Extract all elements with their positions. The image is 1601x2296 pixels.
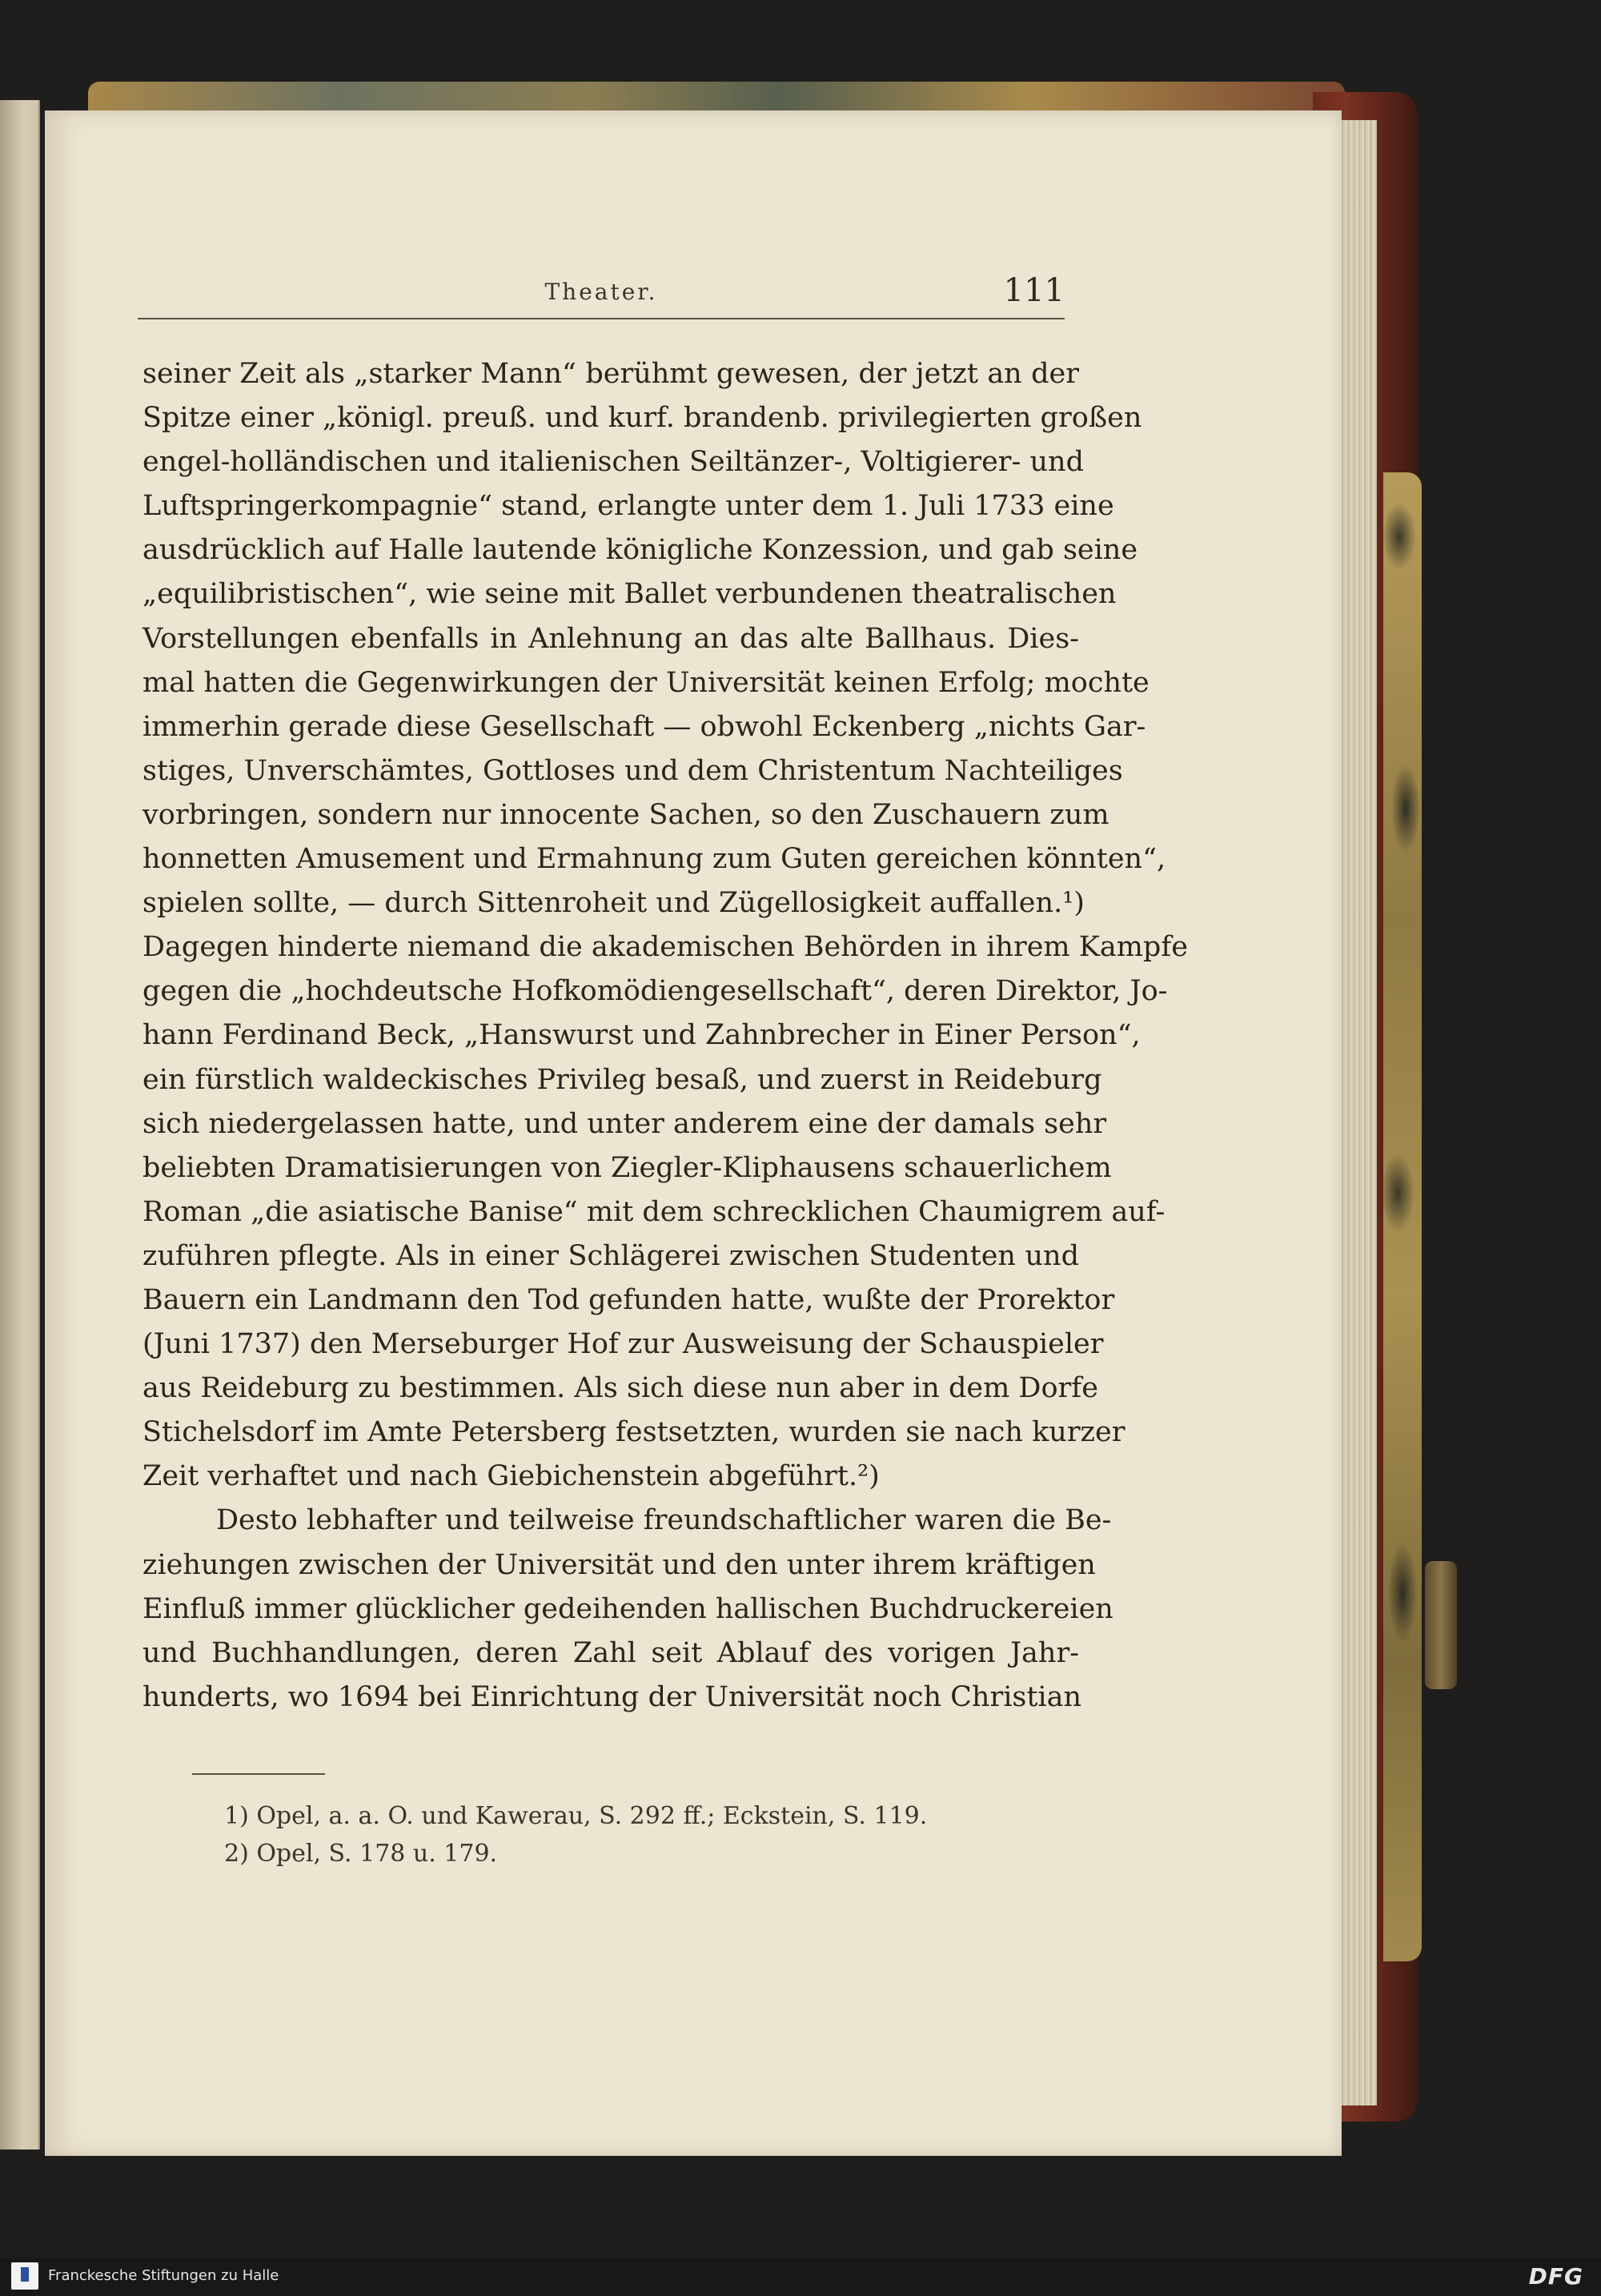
body-text	[142, 352, 1188, 1720]
dfg-logo: DFG	[1528, 2263, 1583, 2290]
footnote: 2) Opel, S. 178 u. 179.	[224, 1840, 498, 1868]
institution-logo-icon	[11, 2262, 38, 2290]
top-edge-marbling	[88, 82, 1345, 110]
text-line: aus Reideburg zu bestimmen. Als sich diese nun aber in dem Dorfe	[142, 1372, 1098, 1405]
text-line: zuführen pflegte. Als in einer Schlägerei zwischen Studenten und	[142, 1239, 1079, 1272]
text-line: vorbringen, sondern nur innocente Sachen, so den Zuschauern zum	[142, 798, 1109, 831]
footnote: 1) Opel, a. a. O. und Kawerau, S. 292 ff.; Eckstein, S. 119.	[224, 1802, 928, 1830]
text-line: honnetten Amusement und Ermahnung zum Guten gereichen könnten“,	[142, 843, 1166, 876]
text-line: sich niedergelassen hatte, und unter anderem eine der damals sehr	[142, 1107, 1107, 1140]
text-line: hann Ferdinand Beck, „Hanswurst und Zahnbrecher in Einer Person“,	[142, 1019, 1141, 1052]
text-line: immerhin gerade diese Gesellschaft — obwohl Eckenberg „nichts Gar-	[142, 710, 1146, 743]
viewer-footer-bar	[0, 2258, 1601, 2296]
running-head	[138, 272, 1065, 320]
text-line: Zeit verhaftet und nach Giebichenstein abgeführt.²)	[142, 1460, 880, 1493]
page-edges	[1338, 120, 1377, 2105]
text-line: engel-holländischen und italienischen Seiltänzer-, Voltigierer- und	[142, 446, 1084, 479]
text-line: mal hatten die Gegenwirkungen der Universität keinen Erfolg; mochte	[142, 666, 1150, 699]
text-line: Desto lebhafter und teilweise freundschaftlicher waren die Be-	[216, 1504, 1112, 1537]
text-line: ziehungen zwischen der Universität und den unter ihrem kräftigen	[142, 1548, 1096, 1581]
text-line: stiges, Unverschämtes, Gottloses und dem Christentum Nachteiliges	[142, 754, 1123, 787]
footnotes	[224, 1797, 1073, 1873]
text-line: Einfluß immer glücklicher gedeihenden hallischen Buchdruckereien	[142, 1592, 1113, 1625]
institution-name: Franckesche Stiftungen zu Halle	[48, 2267, 279, 2284]
text-line: ein fürstlich waldeckisches Privileg besaß, und zuerst in Reideburg	[142, 1063, 1102, 1096]
cover-marbling	[1383, 472, 1422, 1961]
text-line: Bauern ein Landmann den Tod gefunden hatte, wußte der Prorektor	[142, 1283, 1115, 1316]
text-line: Vorstellungen ebenfalls in Anlehnung an das alte Ballhaus. Dies-	[142, 622, 1079, 655]
page-number: 111	[1003, 272, 1065, 309]
text-line: (Juni 1737) den Merseburger Hof zur Ausweisung der Schauspieler	[142, 1328, 1104, 1361]
text-line: und Buchhandlungen, deren Zahl seit Ablauf des vorigen Jahr-	[142, 1636, 1079, 1669]
book-clasp	[1425, 1561, 1457, 1689]
text-line: Roman „die asiatische Banise“ mit dem schrecklichen Chaumigrem auf-	[142, 1195, 1166, 1228]
left-page-edge	[0, 100, 40, 2149]
text-line: seiner Zeit als „starker Mann“ berühmt gewesen, der jetzt an der	[142, 358, 1079, 390]
text-line: „equilibristischen“, wie seine mit Ballet verbundenen theatralischen	[142, 578, 1117, 611]
text-line: gegen die „hochdeutsche Hofkomödiengesellschaft“, deren Direktor, Jo-	[142, 975, 1168, 1008]
text-line: beliebten Dramatisierungen von Ziegler-Kliphausens schauerlichem	[142, 1151, 1112, 1184]
header-rule	[138, 318, 1065, 319]
text-line: Spitze einer „königl. preuß. und kurf. brandenb. privilegierten großen	[142, 402, 1142, 435]
text-line: Luftspringerkompagnie“ stand, erlangte unter dem 1. Juli 1733 eine	[142, 490, 1114, 523]
text-line: hunderts, wo 1694 bei Einrichtung der Universität noch Christian	[142, 1680, 1082, 1713]
text-line: Dagegen hinderte niemand die akademischen Behörden in ihrem Kampfe	[142, 931, 1188, 964]
footnote-rule	[192, 1773, 325, 1775]
text-line: Stichelsdorf im Amte Petersberg festsetzten, wurden sie nach kurzer	[142, 1416, 1126, 1449]
text-line: spielen sollte, — durch Sittenroheit und Zügellosigkeit auffallen.¹)	[142, 887, 1085, 920]
text-line: ausdrücklich auf Halle lautende königliche Konzession, und gab seine	[142, 534, 1138, 567]
running-title: Theater.	[544, 279, 658, 305]
